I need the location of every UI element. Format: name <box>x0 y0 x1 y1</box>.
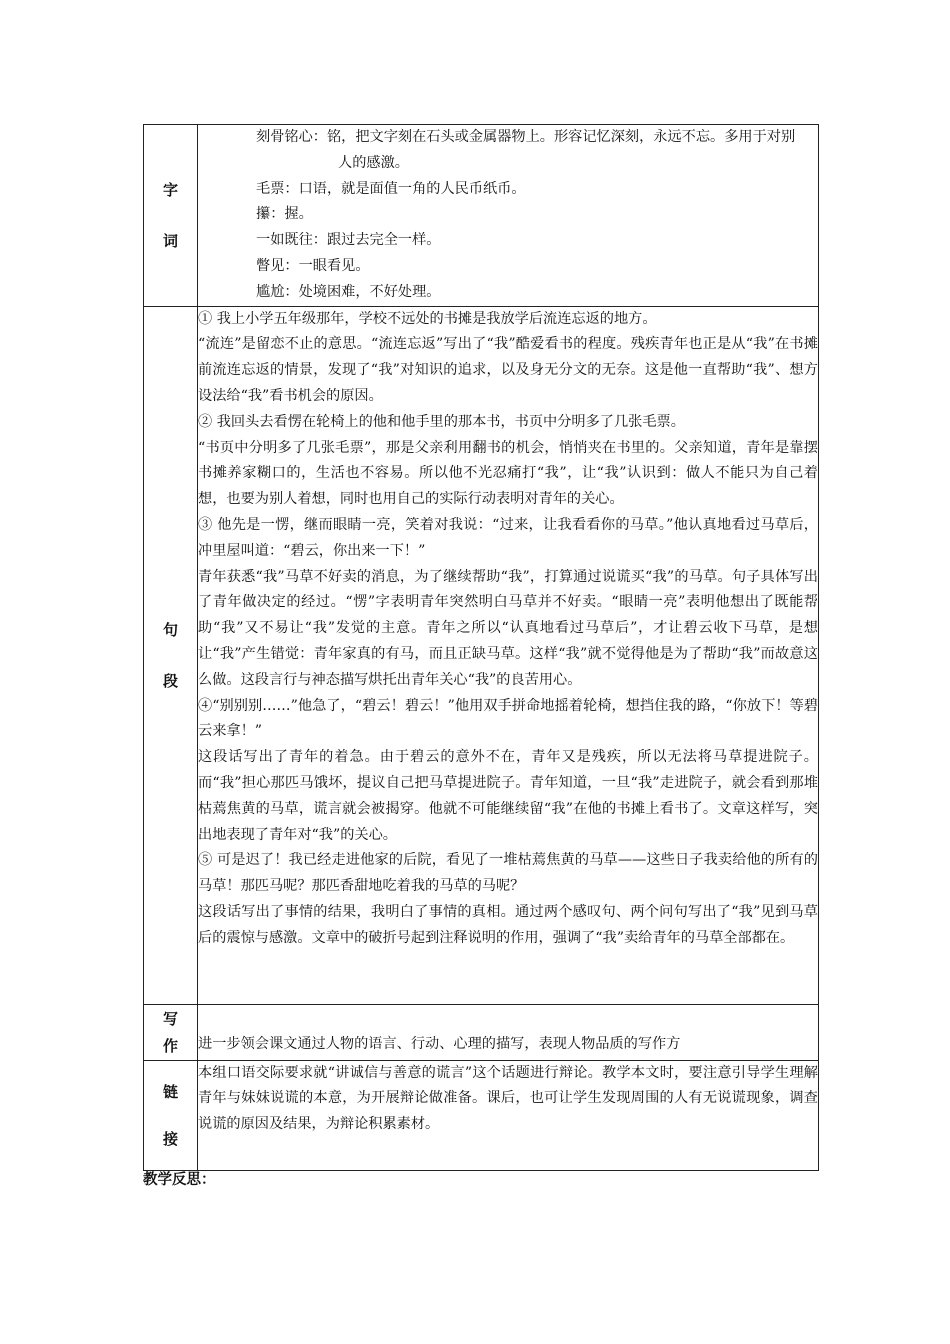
label-ci: 字 词 <box>144 125 198 307</box>
teaching-reflection-heading: 教学反思： <box>143 1172 216 1188</box>
ju-paragraph: ① 我上小学五年级那年，学校不远处的书摊是我放学后流连忘返的地方。 <box>198 310 657 327</box>
label-xie: 写 作 <box>144 1004 198 1060</box>
ju-paragraph: ⑤ 可是迟了！我已经走进他家的后院，看见了一堆枯蔫焦黄的马草——这些日子我卖给他的所有的马草！那匹马呢？那匹香甜地吃着我的马草的马呢？ <box>198 852 818 895</box>
content-ju <box>198 306 819 1004</box>
ju-paragraph: 青年获悉“我”马草不好卖的消息，为了继续帮助“我”，打算通过说谎买“我”的马草。句子具体写出了青年做决定的经过。“愣”字表明青年突然明白马草并不好卖。“眼睛一亮”表明他想出了既能帮助“我”又不易让“我”发觉的主意。青年之所以“认真地看过马草后”，才让碧云收下马草，是想让“我”产生错觉：青年家真的有马，而且正缺马草。这样“我”就不觉得他是为了帮助“我”而故意这么做。这段言行与神态描写烘托出青年关心“我”的良苦用心。 <box>198 568 818 688</box>
ci-line: 攥：握。 <box>256 206 313 223</box>
label-lian: 链 接 <box>144 1060 198 1170</box>
lesson-table <box>143 124 819 1171</box>
ci-line: 人的感激。 <box>338 154 409 171</box>
ci-line: 毛票：口语，就是面值一角的人民币纸币。 <box>256 180 526 197</box>
ju-paragraph: 这段话写出了青年的着急。由于碧云的意外不在，青年又是残疾，所以无法将马草提进院子。而“我”担心那匹马饿坏，提议自己把马草提进院子。青年知道，一旦“我”走进院子，就会看到那堆枯蔫焦黄的马草，谎言就会被揭穿。他就不可能继续留“我”在他的书摊上看书了。文章这样写，突出地表现了青年对“我”的关心。 <box>198 749 818 843</box>
ju-paragraph: ④“别别别……”他急了，“碧云！碧云！”他用双手拼命地摇着轮椅，想挡住我的路，“你放下！等碧云来拿！” <box>198 697 818 740</box>
ju-paragraph: ② 我回头去看愣在轮椅上的他和他手里的那本书，书页中分明多了几张毛票。 <box>198 413 685 430</box>
ju-paragraph: “书页中分明多了几张毛票”，那是父亲利用翻书的机会，悄悄夹在书里的。父亲知道，青年是靠摆书摊养家糊口的，生活也不容易。所以他不光忍痛打“我”，让“我”认识到：做人不能只为自己着想，也要为别人着想，同时也用自己的实际行动表明对青年的关心。 <box>198 439 818 508</box>
ci-line: 尴尬：处境困难，不好处理。 <box>256 283 441 300</box>
lian-text: 本组口语交际要求就“讲诚信与善意的谎言”这个话题进行辩论。教学本文时，要注意引导学生理解青年与妹妹说谎的本意，为开展辩论做准备。课后，也可让学生发现周围的人有无说谎现象，调查说谎的原因及结果，为辩论积累素材。 <box>198 1064 818 1133</box>
ci-line: 瞥见：一眼看见。 <box>256 257 370 274</box>
xie-text: 进一步领会课文通过人物的语言、行动、心理的描写，表现人物品质的写作方 <box>198 1035 681 1052</box>
row-ju <box>144 306 819 1004</box>
row-ci <box>144 125 819 307</box>
ju-paragraph: ③ 他先是一愣，继而眼睛一亮，笑着对我说：“过来，让我看看你的马草。”他认真地看过马草后，冲里屋叫道：“碧云，你出来一下！” <box>198 516 818 559</box>
ci-line: 刻骨铭心：铭，把文字刻在石头或金属器物上。形容记忆深刻，永远不忘。多用于对别 <box>256 129 796 145</box>
ju-paragraph: “流连”是留恋不止的意思。“流连忘返”写出了“我”酷爱看书的程度。残疾青年也正是从“我”在书摊前流连忘返的情景，发现了“我”对知识的追求，以及身无分文的无奈。这是他一直帮助“我”、想方设法给“我”看书机会的原因。 <box>198 336 818 404</box>
label-ju: 句 段 <box>144 306 198 1004</box>
content-xie <box>198 1004 819 1060</box>
row-lian <box>144 1060 819 1170</box>
content-lian <box>198 1060 819 1170</box>
ci-line: 一如既往：跟过去完全一样。 <box>256 232 441 249</box>
row-xie <box>144 1004 819 1060</box>
content-ci <box>198 125 819 307</box>
ju-paragraph: 这段话写出了事情的结果，我明白了事情的真相。通过两个感叹句、两个问句写出了“我”见到马草后的震惊与感激。文章中的破折号起到注释说明的作用，强调了“我”卖给青年的马草全部都在。 <box>198 903 818 946</box>
